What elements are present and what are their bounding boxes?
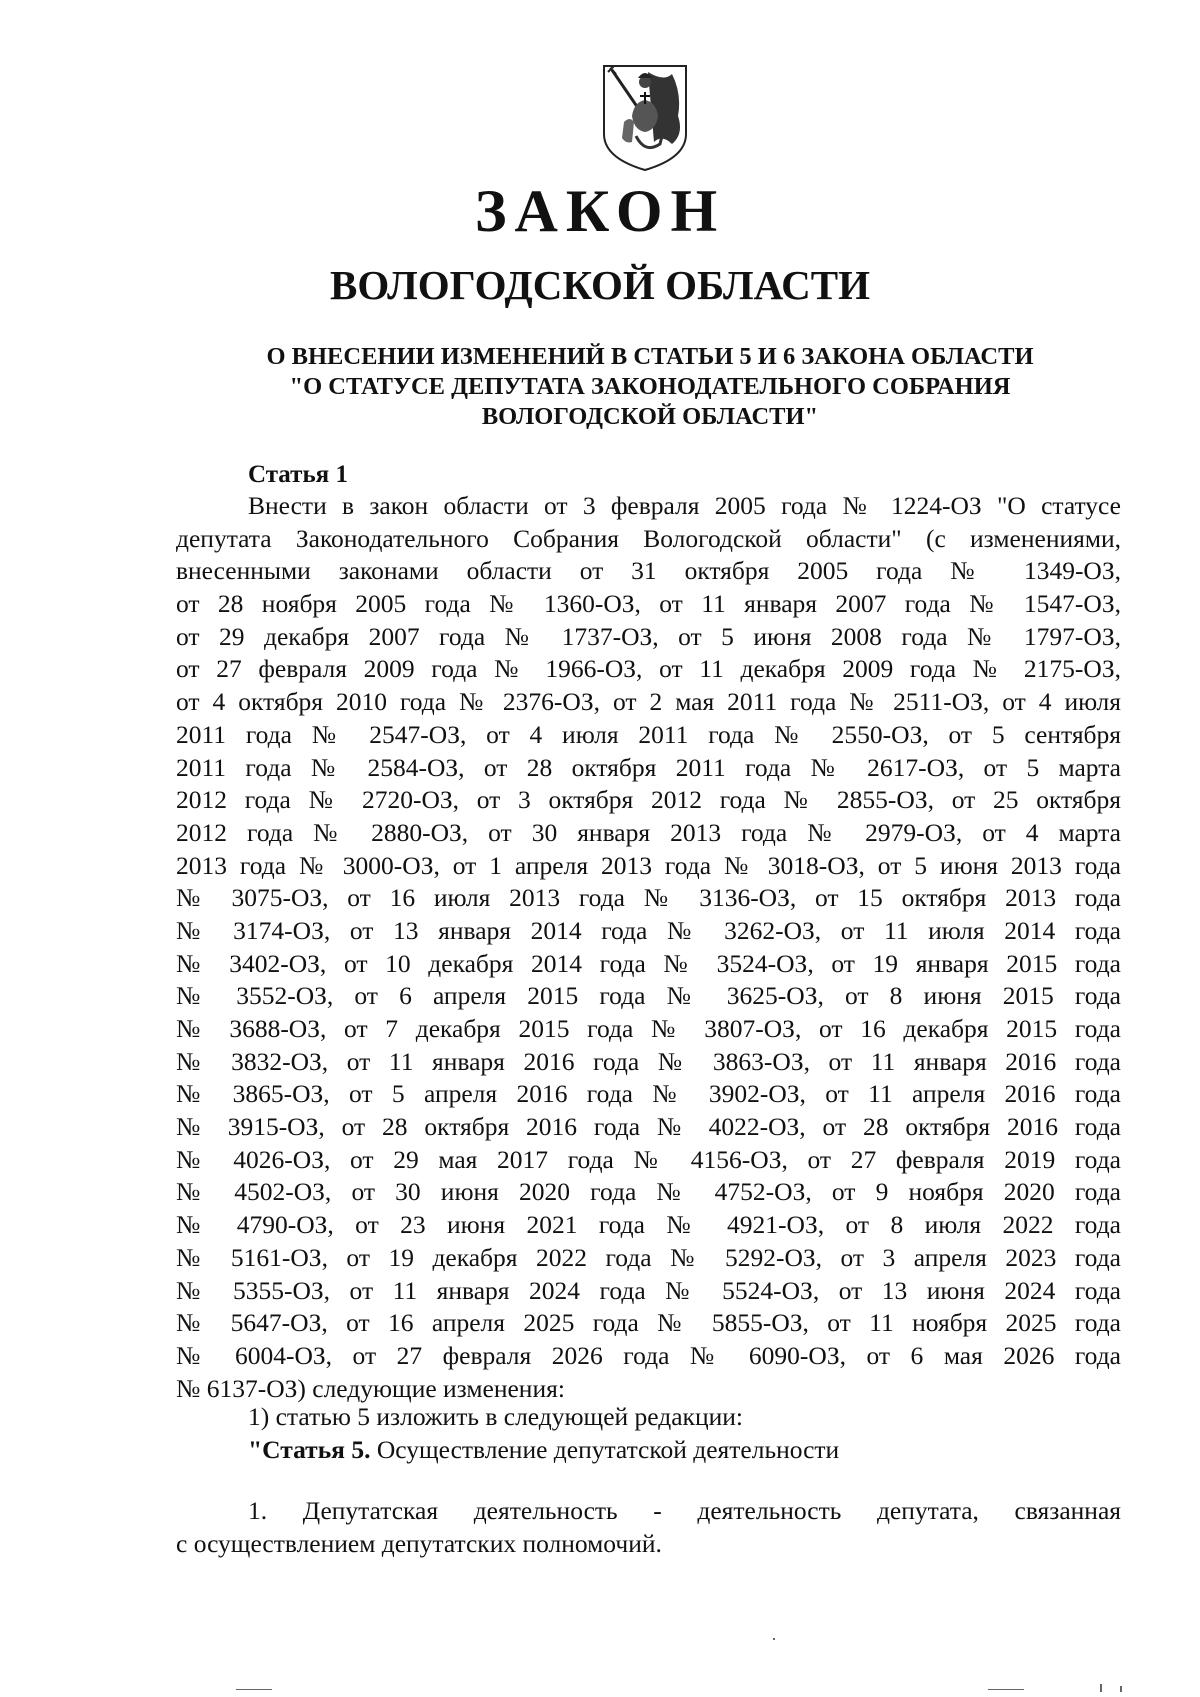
text-line: № 4026-ОЗ, от 29 мая 2017 года № 4156-ОЗ, от 27 февраля 2019 года (176, 1144, 1121, 1174)
text-line: № 6137-ОЗ) следующие изменения: (176, 1373, 565, 1403)
scan-artifact (1120, 1686, 1122, 1692)
document-title: ЗАКОН (474, 178, 726, 244)
quoted-article-title: Осуществление депутатской деятельности (370, 1435, 840, 1464)
amendment-item-1: 1) статью 5 изложить в следующей редакции: (248, 1402, 743, 1431)
quoted-article-heading (248, 1434, 839, 1466)
text-line: от 4 октября 2010 года № 2376-ОЗ, от 2 мая 2011 года № 2511-ОЗ, от 4 июля (176, 687, 1121, 717)
text-line: внесенными законами области от 31 октября 2005 года № 1349-ОЗ, (176, 556, 1121, 586)
text-line: № 4502-ОЗ, от 30 июня 2020 года № 4752-ОЗ, от 9 ноября 2020 года (176, 1177, 1121, 1207)
subject-line: ВОЛОГОДСКОЙ ОБЛАСТИ" (481, 403, 819, 430)
coat-of-arms-icon (602, 64, 688, 172)
text-line: от 28 ноября 2005 года № 1360-ОЗ, от 11 января 2007 года № 1547-ОЗ, (176, 589, 1121, 619)
text-line: № 5161-ОЗ, от 19 декабря 2022 года № 5292-ОЗ, от 3 апреля 2023 года (176, 1242, 1121, 1272)
text-line: 2012 года № 2880-ОЗ, от 30 января 2013 года № 2979-ОЗ, от 4 марта (176, 817, 1121, 847)
law-subject (170, 342, 1130, 432)
scan-artifact (773, 1638, 775, 1640)
text-line: № 3402-ОЗ, от 10 декабря 2014 года № 3524-ОЗ, от 19 января 2015 года (176, 948, 1121, 978)
text-line: 2012 года № 2720-ОЗ, от 3 октября 2012 года № 2855-ОЗ, от 25 октября (176, 785, 1121, 815)
scan-artifact (236, 1689, 272, 1690)
text-line: № 3075-ОЗ, от 16 июля 2013 года № 3136-ОЗ, от 15 октября 2013 года (176, 883, 1121, 913)
quoted-paragraph-1 (176, 1495, 1121, 1560)
text-line: от 27 февраля 2009 года № 1966-ОЗ, от 11 декабря 2009 года № 2175-ОЗ, (176, 654, 1121, 684)
quoted-article-number: "Статья 5. (248, 1435, 371, 1464)
text-line: 2011 года № 2584-ОЗ, от 28 октября 2011 года № 2617-ОЗ, от 5 марта (176, 752, 1121, 782)
text-line: с осуществлением депутатских полномочий. (176, 1528, 662, 1558)
text-line: № 5647-ОЗ, от 16 апреля 2025 года № 5855-ОЗ, от 11 ноября 2025 года (176, 1308, 1121, 1338)
article-1-text (176, 490, 1121, 1405)
text-line: 1. Депутатская деятельность - деятельность депутата, связанная (248, 1496, 1121, 1525)
text-line: № 3552-ОЗ, от 6 апреля 2015 года № 3625-ОЗ, от 8 июня 2015 года (176, 981, 1121, 1011)
text-line: № 6004-ОЗ, от 27 февраля 2026 года № 6090-ОЗ, от 6 мая 2026 года (176, 1340, 1121, 1370)
text-line: № 3865-ОЗ, от 5 апреля 2016 года № 3902-ОЗ, от 11 апреля 2016 года (176, 1079, 1121, 1109)
text-line: № 3832-ОЗ, от 11 января 2016 года № 3863-ОЗ, от 11 января 2016 года (176, 1046, 1121, 1076)
article-1-heading: Статья 1 (248, 461, 348, 488)
scan-artifact (988, 1689, 1024, 1690)
text-line: 2013 года № 3000-ОЗ, от 1 апреля 2013 года № 3018-ОЗ, от 5 июня 2013 года (176, 850, 1121, 880)
text-line: № 3174-ОЗ, от 13 января 2014 года № 3262-ОЗ, от 11 июля 2014 года (176, 915, 1121, 945)
text-line: № 3688-ОЗ, от 7 декабря 2015 года № 3807-ОЗ, от 16 декабря 2015 года (176, 1014, 1121, 1043)
text-line: 2011 года № 2547-ОЗ, от 4 июля 2011 года № 2550-ОЗ, от 5 сентября (176, 719, 1121, 749)
text-line: депутата Законодательного Собрания Вологодской области" (с изменениями, (176, 523, 1121, 553)
text-line: № 4790-ОЗ, от 23 июня 2021 года № 4921-ОЗ, от 8 июля 2022 года (176, 1210, 1121, 1240)
text-line: № 3915-ОЗ, от 28 октября 2016 года № 4022-ОЗ, от 28 октября 2016 года (176, 1112, 1121, 1142)
text-line: Внести в закон области от 3 февраля 2005 года № 1224-ОЗ "О статусе (248, 491, 1121, 520)
subject-line: О ВНЕСЕНИИ ИЗМЕНЕНИЙ В СТАТЬИ 5 И 6 ЗАКОНА ОБЛАСТИ (266, 343, 1034, 370)
text-line: № 5355-ОЗ, от 11 января 2024 года № 5524-ОЗ, от 13 июня 2024 года (176, 1275, 1121, 1305)
text-line: от 29 декабря 2007 года № 1737-ОЗ, от 5 июня 2008 года № 1797-ОЗ, (176, 621, 1121, 651)
document-subtitle: ВОЛОГОДСКОЙ ОБЛАСТИ (329, 262, 871, 308)
subject-line: "О СТАТУСЕ ДЕПУТАТА ЗАКОНОДАТЕЛЬНОГО СОБРАНИЯ (289, 373, 1011, 400)
scan-artifact (1100, 1684, 1102, 1692)
